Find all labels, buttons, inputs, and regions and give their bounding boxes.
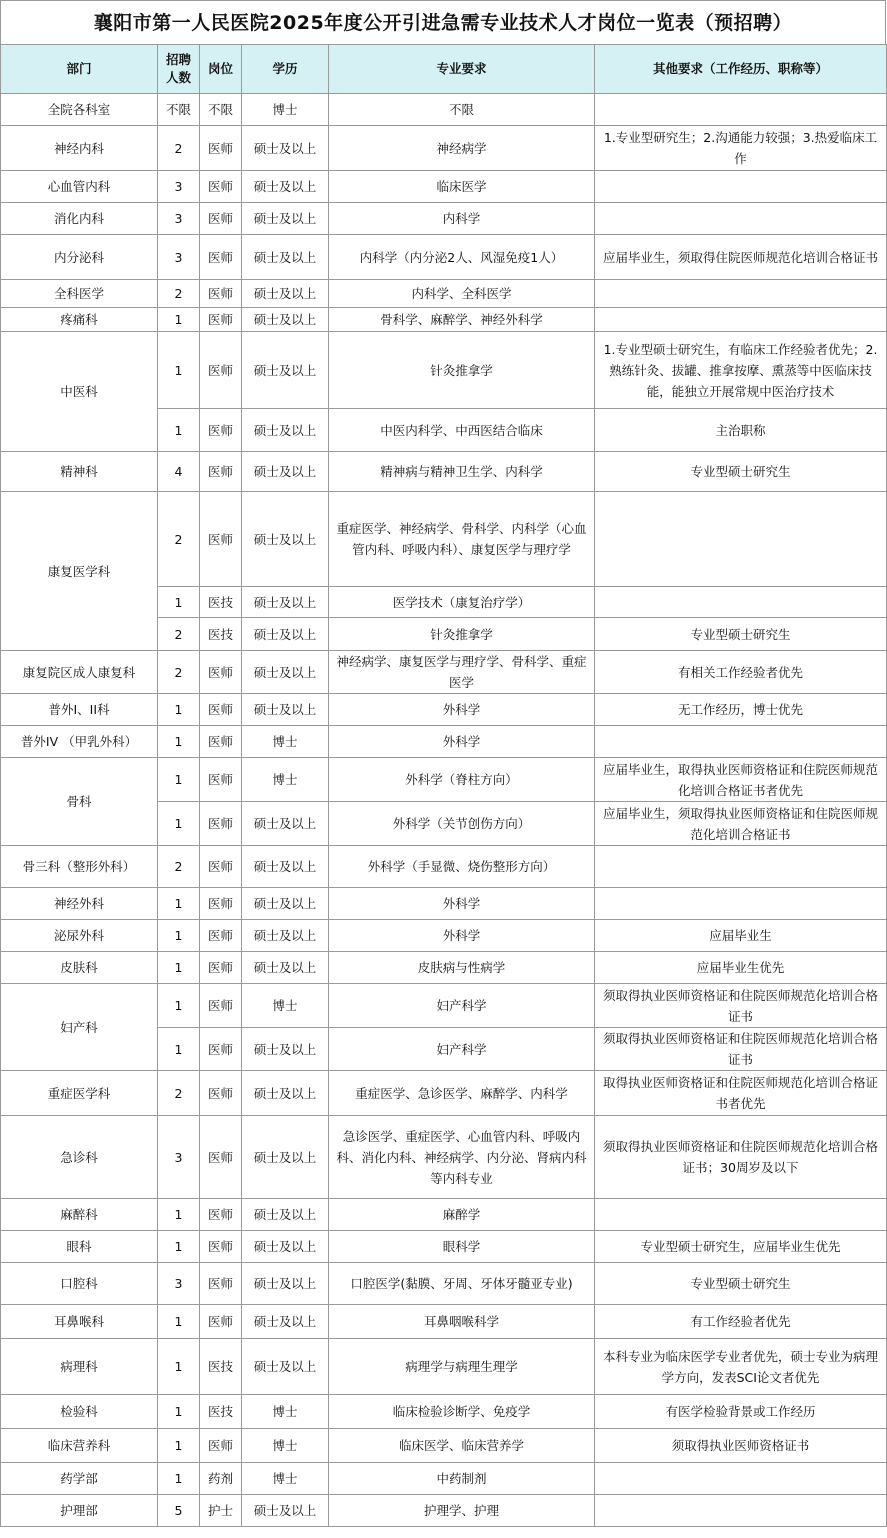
cell-dept: 眼科	[1, 1231, 158, 1263]
table-row	[1, 1339, 887, 1395]
cell-post: 不限	[200, 94, 242, 126]
cell-dept: 检验科	[1, 1395, 158, 1429]
table-row	[1, 1429, 887, 1463]
cell-post: 医师	[200, 308, 242, 332]
cell-edu: 硕士及以上	[242, 1305, 329, 1339]
header-other: 其他要求（工作经历、职称等）	[595, 45, 887, 94]
header-dept: 部门	[1, 45, 158, 94]
cell-other: 专业型硕士研究生	[595, 452, 887, 492]
table-row	[1, 235, 887, 280]
cell-count: 2	[158, 1071, 200, 1116]
cell-major: 针灸推拿学	[329, 332, 595, 409]
table-row	[1, 332, 887, 409]
cell-dept: 药学部	[1, 1463, 158, 1495]
cell-edu: 硕士及以上	[242, 1028, 329, 1071]
cell-dept: 泌尿外科	[1, 920, 158, 952]
cell-post: 医师	[200, 452, 242, 492]
cell-edu: 硕士及以上	[242, 846, 329, 888]
cell-other: 应届毕业生，取得执业医师资格证和住院医师规范化培训合格证书者优先	[595, 758, 887, 802]
cell-count: 2	[158, 846, 200, 888]
cell-other	[595, 1495, 887, 1527]
cell-count: 3	[158, 235, 200, 280]
cell-edu: 硕士及以上	[242, 1495, 329, 1527]
cell-post: 医师	[200, 1028, 242, 1071]
cell-major: 口腔医学(黏膜、牙周、牙体牙髓亚专业)	[329, 1263, 595, 1305]
cell-edu: 硕士及以上	[242, 280, 329, 308]
cell-major: 外科学	[329, 694, 595, 726]
cell-count: 1	[158, 1429, 200, 1463]
cell-edu: 硕士及以上	[242, 651, 329, 694]
cell-count: 1	[158, 1199, 200, 1231]
header-row	[1, 45, 887, 94]
table-row	[1, 1116, 887, 1199]
cell-count: 1	[158, 1028, 200, 1071]
cell-dept: 全科医学	[1, 280, 158, 308]
cell-major: 临床医学	[329, 171, 595, 203]
positions-table	[0, 44, 887, 1527]
cell-other: 有工作经验者优先	[595, 1305, 887, 1339]
table-row	[1, 171, 887, 203]
table-row	[1, 452, 887, 492]
cell-dept: 皮肤科	[1, 952, 158, 984]
cell-edu: 硕士及以上	[242, 492, 329, 587]
cell-dept: 疼痛科	[1, 308, 158, 332]
table-row	[1, 984, 887, 1028]
cell-dept: 康复院区成人康复科	[1, 651, 158, 694]
cell-dept: 全院各科室	[1, 94, 158, 126]
cell-count: 1	[158, 332, 200, 409]
cell-major: 不限	[329, 94, 595, 126]
cell-major: 重症医学、神经病学、骨科学、内科学（心血管内科、呼吸内科）、康复医学与理疗学	[329, 492, 595, 587]
table-row	[1, 726, 887, 758]
cell-dept: 普外IV （甲乳外科）	[1, 726, 158, 758]
cell-edu: 博士	[242, 1429, 329, 1463]
cell-post: 医师	[200, 758, 242, 802]
header-count-line2: 人数	[165, 70, 191, 85]
cell-count: 1	[158, 308, 200, 332]
cell-other: 1.专业型硕士研究生，有临床工作经验者优先；2.熟练针灸、拔罐、推拿按摩、熏蒸等中医临床技能，能独立开展常规中医治疗技术	[595, 332, 887, 409]
cell-major: 耳鼻咽喉科学	[329, 1305, 595, 1339]
table-row	[1, 203, 887, 235]
cell-major: 重症医学、急诊医学、麻醉学、内科学	[329, 1071, 595, 1116]
cell-post: 医技	[200, 1395, 242, 1429]
cell-other	[595, 587, 887, 618]
cell-major: 外科学（脊柱方向）	[329, 758, 595, 802]
cell-post: 护士	[200, 1495, 242, 1527]
table-row	[1, 952, 887, 984]
cell-count: 3	[158, 1263, 200, 1305]
cell-other	[595, 846, 887, 888]
cell-count: 1	[158, 1463, 200, 1495]
cell-post: 医师	[200, 694, 242, 726]
cell-post: 医师	[200, 1305, 242, 1339]
cell-post: 医师	[200, 1071, 242, 1116]
table-row	[1, 888, 887, 920]
cell-edu: 硕士及以上	[242, 332, 329, 409]
table-row	[1, 94, 887, 126]
cell-edu: 博士	[242, 94, 329, 126]
cell-other: 应届毕业生，须取得住院医师规范化培训合格证书	[595, 235, 887, 280]
cell-dept: 中医科	[1, 332, 158, 452]
table-row	[1, 846, 887, 888]
header-edu: 学历	[242, 45, 329, 94]
cell-major: 精神病与精神卫生学、内科学	[329, 452, 595, 492]
cell-major: 急诊医学、重症医学、心血管内科、呼吸内科、消化内科、神经病学、内分泌、肾病内科等内科专业	[329, 1116, 595, 1199]
cell-count: 1	[158, 888, 200, 920]
cell-major: 眼科学	[329, 1231, 595, 1263]
header-count	[158, 45, 200, 94]
page-title: 襄阳市第一人民医院2025年度公开引进急需专业技术人才岗位一览表（预招聘）	[0, 0, 886, 44]
cell-post: 医师	[200, 126, 242, 171]
cell-dept: 骨三科（整形外科）	[1, 846, 158, 888]
cell-post: 医师	[200, 802, 242, 846]
cell-major: 内科学（内分泌2人、风湿免疫1人）	[329, 235, 595, 280]
table-row	[1, 1231, 887, 1263]
cell-count: 1	[158, 1305, 200, 1339]
cell-major: 护理学、护理	[329, 1495, 595, 1527]
cell-count: 1	[158, 409, 200, 452]
cell-major: 中药制剂	[329, 1463, 595, 1495]
cell-other: 专业型硕士研究生，应届毕业生优先	[595, 1231, 887, 1263]
cell-other: 专业型硕士研究生	[595, 1263, 887, 1305]
cell-count: 2	[158, 126, 200, 171]
table-row	[1, 651, 887, 694]
cell-major: 妇产科学	[329, 984, 595, 1028]
cell-edu: 硕士及以上	[242, 1116, 329, 1199]
cell-dept: 耳鼻喉科	[1, 1305, 158, 1339]
cell-other: 本科专业为临床医学专业者优先，硕士专业为病理学方向，发表SCI论文者优先	[595, 1339, 887, 1395]
cell-other: 专业型硕士研究生	[595, 618, 887, 651]
cell-count: 1	[158, 802, 200, 846]
cell-other: 须取得执业医师资格证书	[595, 1429, 887, 1463]
cell-dept: 骨科	[1, 758, 158, 846]
cell-major: 内科学	[329, 203, 595, 235]
cell-other: 取得执业医师资格证和住院医师规范化培训合格证书者优先	[595, 1071, 887, 1116]
table-row	[1, 308, 887, 332]
table-row	[1, 1495, 887, 1527]
cell-post: 医师	[200, 1116, 242, 1199]
header-count-line1: 招聘	[165, 52, 191, 67]
cell-major: 神经病学	[329, 126, 595, 171]
cell-count: 2	[158, 280, 200, 308]
cell-other: 应届毕业生，须取得执业医师资格证和住院医师规范化培训合格证书	[595, 802, 887, 846]
cell-other	[595, 308, 887, 332]
cell-other: 主治职称	[595, 409, 887, 452]
cell-major: 骨科学、麻醉学、神经外科学	[329, 308, 595, 332]
cell-count: 2	[158, 492, 200, 587]
table-body	[1, 94, 887, 1527]
cell-other: 应届毕业生优先	[595, 952, 887, 984]
cell-edu: 硕士及以上	[242, 802, 329, 846]
cell-count: 4	[158, 452, 200, 492]
cell-edu: 硕士及以上	[242, 1199, 329, 1231]
cell-edu: 博士	[242, 1463, 329, 1495]
cell-dept: 精神科	[1, 452, 158, 492]
cell-major: 中医内科学、中西医结合临床	[329, 409, 595, 452]
cell-edu: 硕士及以上	[242, 1231, 329, 1263]
cell-dept: 病理科	[1, 1339, 158, 1395]
cell-post: 医师	[200, 1263, 242, 1305]
cell-count: 1	[158, 758, 200, 802]
cell-edu: 硕士及以上	[242, 920, 329, 952]
cell-count: 1	[158, 984, 200, 1028]
cell-count: 1	[158, 920, 200, 952]
cell-dept: 内分泌科	[1, 235, 158, 280]
cell-post: 医师	[200, 492, 242, 587]
cell-other	[595, 1199, 887, 1231]
cell-other	[595, 171, 887, 203]
cell-count: 3	[158, 203, 200, 235]
cell-other	[595, 280, 887, 308]
cell-dept: 神经外科	[1, 888, 158, 920]
cell-post: 医师	[200, 1231, 242, 1263]
cell-dept: 重症医学科	[1, 1071, 158, 1116]
cell-major: 神经病学、康复医学与理疗学、骨科学、重症医学	[329, 651, 595, 694]
table-row	[1, 1071, 887, 1116]
table-row	[1, 126, 887, 171]
cell-other: 有相关工作经验者优先	[595, 651, 887, 694]
cell-major: 医学技术（康复治疗学）	[329, 587, 595, 618]
cell-major: 临床检验诊断学、免疫学	[329, 1395, 595, 1429]
cell-major: 临床医学、临床营养学	[329, 1429, 595, 1463]
cell-post: 医师	[200, 235, 242, 280]
cell-other: 有医学检验背景或工作经历	[595, 1395, 887, 1429]
cell-major: 外科学	[329, 888, 595, 920]
cell-post: 医技	[200, 618, 242, 651]
cell-post: 医师	[200, 952, 242, 984]
cell-major: 麻醉学	[329, 1199, 595, 1231]
cell-post: 医师	[200, 332, 242, 409]
cell-edu: 硕士及以上	[242, 694, 329, 726]
cell-edu: 硕士及以上	[242, 888, 329, 920]
cell-edu: 硕士及以上	[242, 1263, 329, 1305]
cell-count: 2	[158, 651, 200, 694]
table-row	[1, 758, 887, 802]
cell-dept: 心血管内科	[1, 171, 158, 203]
cell-edu: 博士	[242, 726, 329, 758]
cell-post: 医师	[200, 920, 242, 952]
cell-post: 医师	[200, 1199, 242, 1231]
cell-major: 病理学与病理生理学	[329, 1339, 595, 1395]
cell-count: 1	[158, 694, 200, 726]
table-row	[1, 694, 887, 726]
cell-dept: 普外I、II科	[1, 694, 158, 726]
cell-edu: 硕士及以上	[242, 126, 329, 171]
table-row	[1, 492, 887, 587]
cell-other: 须取得执业医师资格证和住院医师规范化培训合格证书	[595, 1028, 887, 1071]
cell-edu: 硕士及以上	[242, 308, 329, 332]
cell-count: 3	[158, 1116, 200, 1199]
cell-other: 须取得执业医师资格证和住院医师规范化培训合格证书	[595, 984, 887, 1028]
cell-major: 外科学（手显微、烧伤整形方向）	[329, 846, 595, 888]
cell-dept: 护理部	[1, 1495, 158, 1527]
cell-dept: 康复医学科	[1, 492, 158, 651]
cell-post: 医师	[200, 888, 242, 920]
cell-other	[595, 203, 887, 235]
table-row	[1, 920, 887, 952]
cell-count: 1	[158, 726, 200, 758]
table-row	[1, 1463, 887, 1495]
table-row	[1, 1395, 887, 1429]
cell-count: 1	[158, 952, 200, 984]
cell-post: 医师	[200, 1429, 242, 1463]
cell-other	[595, 1463, 887, 1495]
cell-edu: 硕士及以上	[242, 1339, 329, 1395]
table-row	[1, 1199, 887, 1231]
cell-dept: 消化内科	[1, 203, 158, 235]
cell-count: 5	[158, 1495, 200, 1527]
cell-post: 医技	[200, 587, 242, 618]
cell-count: 1	[158, 1339, 200, 1395]
cell-edu: 硕士及以上	[242, 409, 329, 452]
cell-post: 医师	[200, 651, 242, 694]
cell-count: 2	[158, 618, 200, 651]
cell-post: 医师	[200, 171, 242, 203]
header-post: 岗位	[200, 45, 242, 94]
cell-post: 医师	[200, 846, 242, 888]
cell-other: 1.专业型研究生；2.沟通能力较强；3.热爱临床工作	[595, 126, 887, 171]
cell-dept: 麻醉科	[1, 1199, 158, 1231]
cell-major: 针灸推拿学	[329, 618, 595, 651]
cell-other	[595, 492, 887, 587]
cell-other	[595, 94, 887, 126]
cell-major: 外科学	[329, 726, 595, 758]
cell-count: 不限	[158, 94, 200, 126]
cell-post: 医师	[200, 409, 242, 452]
cell-dept: 急诊科	[1, 1116, 158, 1199]
cell-post: 医师	[200, 280, 242, 308]
cell-edu: 博士	[242, 758, 329, 802]
cell-post: 药剂	[200, 1463, 242, 1495]
cell-other	[595, 726, 887, 758]
cell-edu: 硕士及以上	[242, 203, 329, 235]
cell-post: 医师	[200, 984, 242, 1028]
cell-dept: 临床营养科	[1, 1429, 158, 1463]
cell-edu: 硕士及以上	[242, 1071, 329, 1116]
cell-edu: 硕士及以上	[242, 952, 329, 984]
cell-other: 应届毕业生	[595, 920, 887, 952]
cell-major: 外科学（关节创伤方向）	[329, 802, 595, 846]
cell-edu: 硕士及以上	[242, 452, 329, 492]
cell-post: 医师	[200, 203, 242, 235]
cell-major: 皮肤病与性病学	[329, 952, 595, 984]
cell-edu: 博士	[242, 1395, 329, 1429]
cell-edu: 硕士及以上	[242, 235, 329, 280]
table-row	[1, 280, 887, 308]
cell-other	[595, 888, 887, 920]
cell-other: 须取得执业医师资格证和住院医师规范化培训合格证书；30周岁及以下	[595, 1116, 887, 1199]
cell-edu: 硕士及以上	[242, 171, 329, 203]
cell-major: 内科学、全科医学	[329, 280, 595, 308]
cell-count: 1	[158, 1395, 200, 1429]
cell-other: 无工作经历，博士优先	[595, 694, 887, 726]
cell-major: 外科学	[329, 920, 595, 952]
table-row	[1, 1263, 887, 1305]
cell-post: 医师	[200, 726, 242, 758]
cell-dept: 神经内科	[1, 126, 158, 171]
cell-post: 医技	[200, 1339, 242, 1395]
cell-edu: 硕士及以上	[242, 618, 329, 651]
cell-dept: 妇产科	[1, 984, 158, 1071]
cell-edu: 博士	[242, 984, 329, 1028]
cell-dept: 口腔科	[1, 1263, 158, 1305]
header-major: 专业要求	[329, 45, 595, 94]
cell-count: 1	[158, 1231, 200, 1263]
cell-major: 妇产科学	[329, 1028, 595, 1071]
cell-count: 1	[158, 587, 200, 618]
cell-count: 3	[158, 171, 200, 203]
cell-edu: 硕士及以上	[242, 587, 329, 618]
table-row	[1, 1305, 887, 1339]
